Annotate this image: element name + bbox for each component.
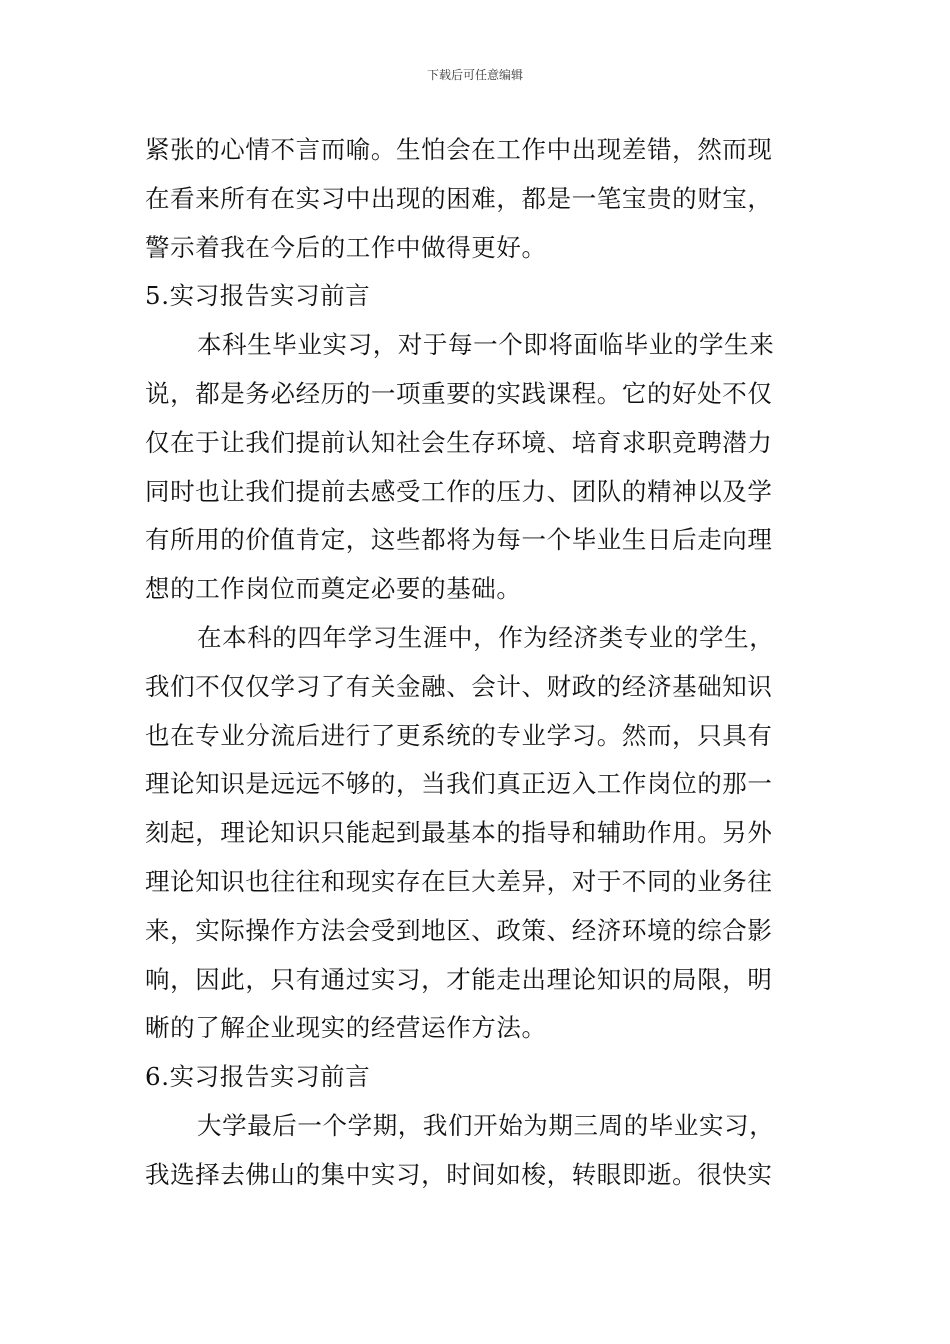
paragraph-line: 在看来所有在实习中出现的困难，都是一笔宝贵的财宝， (145, 183, 773, 213)
paragraph-line: 来，实际操作方法会受到地区、政策、经济环境的综合影 (145, 915, 773, 945)
paragraph-line: 理论知识是远远不够的，当我们真正迈入工作岗位的那一 (145, 769, 773, 799)
paragraph-line: 理论知识也往往和现实存在巨大差异，对于不同的业务往 (145, 866, 773, 896)
paragraph-line: 说，都是务必经历的一项重要的实践课程。它的好处不仅 (145, 378, 773, 408)
paragraph-line: 在本科的四年学习生涯中，作为经济类专业的学生， (197, 622, 775, 652)
paragraph-line: 响，因此，只有通过实习，才能走出理论知识的局限，明 (145, 964, 773, 994)
paragraph-line: 晰的了解企业现实的经营运作方法。 (145, 1013, 547, 1043)
paragraph-line: 同时也让我们提前去感受工作的压力、团队的精神以及学 (145, 476, 773, 506)
document-body (145, 126, 815, 1200)
paragraph-line: 刻起，理论知识只能起到最基本的指导和辅助作用。另外 (145, 818, 773, 848)
paragraph-line: 本科生毕业实习，对于每一个即将面临毕业的学生来 (197, 330, 775, 360)
paragraph-line: 警示着我在今后的工作中做得更好。 (145, 232, 547, 262)
paragraph-line: 仅在于让我们提前认知社会生存环境、培育求职竞聘潜力 (145, 427, 773, 457)
paragraph-line: 紧张的心情不言而喻。生怕会在工作中出现差错，然而现 (145, 135, 773, 164)
section-heading: 5.实习报告实习前言 (145, 281, 371, 311)
paragraph-line: 我选择去佛山的集中实习，时间如梭，转眼即逝。很快实 (145, 1159, 773, 1189)
paragraph-line: 也在专业分流后进行了更系统的专业学习。然而，只具有 (145, 720, 773, 750)
paragraph-line: 我们不仅仅学习了有关金融、会计、财政的经济基础知识 (145, 671, 773, 701)
paragraph-line: 想的工作岗位而奠定必要的基础。 (145, 574, 522, 604)
section-heading: 6.实习报告实习前言 (145, 1062, 371, 1092)
page-header-note: 下载后可任意编辑 (426, 68, 523, 82)
paragraph-line: 有所用的价值肯定，这些都将为每一个毕业生日后走向理 (145, 525, 773, 555)
paragraph-line: 大学最后一个学期，我们开始为期三周的毕业实习， (197, 1110, 775, 1140)
